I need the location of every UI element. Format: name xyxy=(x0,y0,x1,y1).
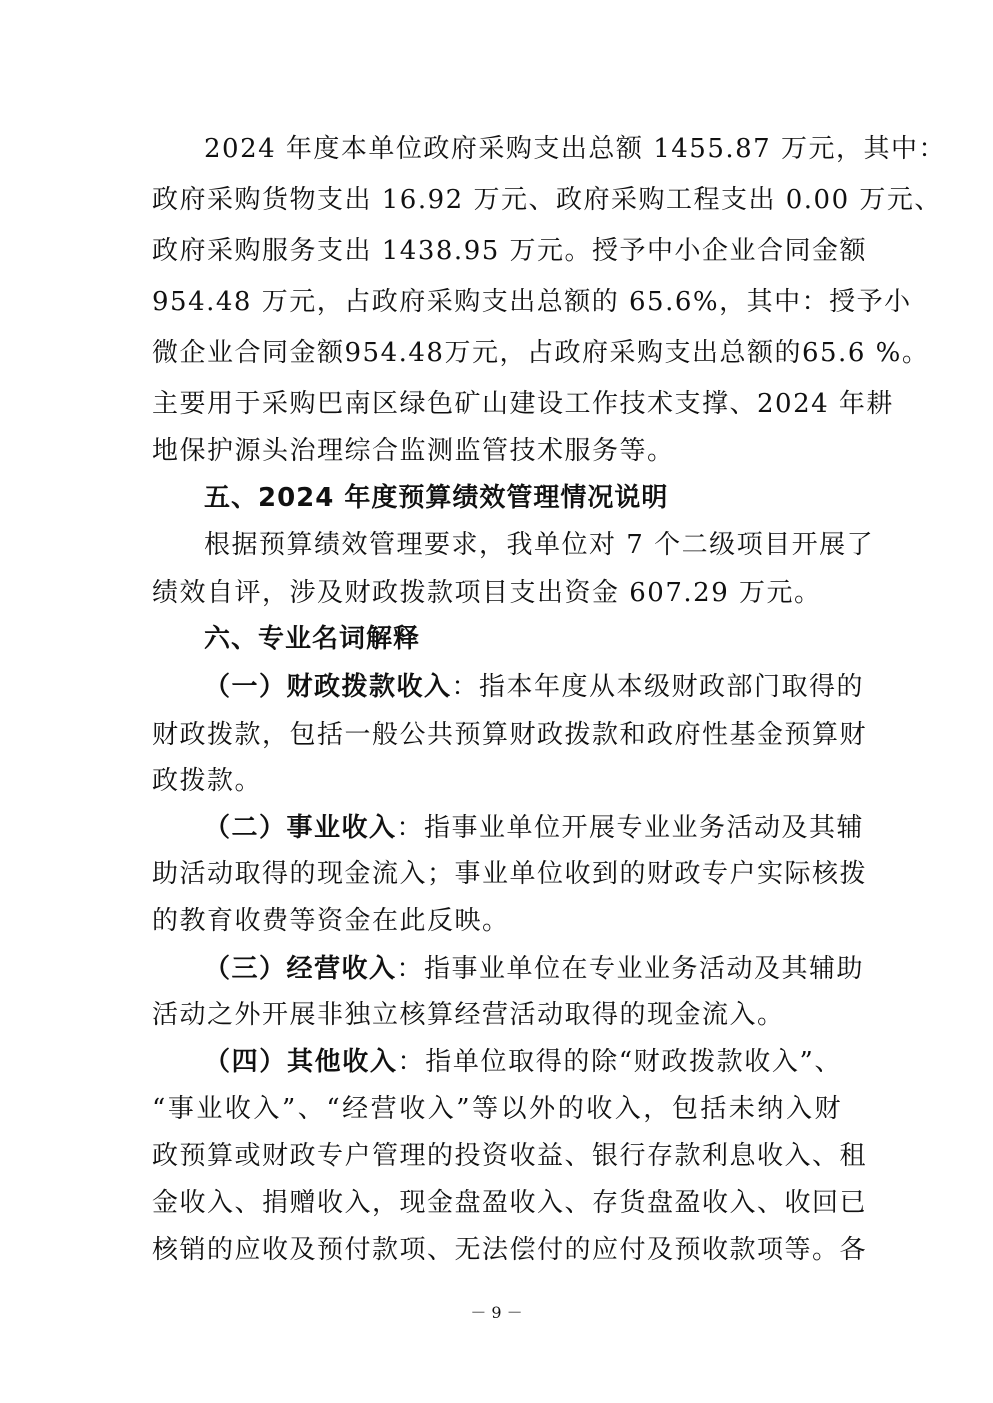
performance-line-1: 根据预算绩效管理要求，我单位对 7 个二级项目开展了 xyxy=(204,530,875,560)
term-4-line-4: 金收入、捐赠收入，现金盘盈收入、存货盘盈收入、收回已 xyxy=(152,1188,868,1218)
procurement-line-1: 2024 年度本单位政府采购支出总额 1455.87 万元，其中： xyxy=(204,134,946,164)
term-4-line-2: “事业收入”、“经营收入”等以外的收入，包括未纳入财 xyxy=(152,1094,842,1124)
term-4-label: （四）其他收入 xyxy=(204,1047,398,1077)
section-6-heading: 六、专业名词解释 xyxy=(204,624,421,654)
term-3-label: （三）经营收入 xyxy=(204,954,397,984)
procurement-line-4: 954.48 万元，占政府采购支出总额的 65.6%，其中：授予小 xyxy=(152,287,912,317)
term-4-line-1 xyxy=(204,1045,842,1079)
term-1-line-2: 财政拨款，包括一般公共预算财政拨款和政府性基金预算财 xyxy=(152,720,868,750)
term-4-line-5: 核销的应收及预付款项、无法偿付的应付及预收款项等。各 xyxy=(152,1235,868,1265)
term-4-text: ：指单位取得的除“财政拨款收入”、 xyxy=(397,1047,842,1077)
performance-line-2: 绩效自评，涉及财政拨款项目支出资金 607.29 万元。 xyxy=(152,578,822,608)
term-3-text: ：指事业单位在专业业务活动及其辅助 xyxy=(396,954,865,984)
term-2-label: （二）事业收入 xyxy=(204,813,397,843)
term-1-line-1 xyxy=(204,670,865,704)
term-4-line-3: 政预算或财政专户管理的投资收益、银行存款利息收入、租 xyxy=(152,1141,868,1171)
term-1-label: （一）财政拨款收入 xyxy=(204,672,452,702)
term-3-line-2: 活动之外开展非独立核算经营活动取得的现金流入。 xyxy=(152,1000,785,1030)
procurement-line-5: 微企业合同金额954.48万元，占政府采购支出总额的65.6 %。 xyxy=(152,338,930,368)
term-2-line-3: 的教育收费等资金在此反映。 xyxy=(152,906,510,936)
procurement-line-2: 政府采购货物支出 16.92 万元、政府采购工程支出 0.00 万元、 xyxy=(152,185,942,215)
term-2-line-1 xyxy=(204,811,865,845)
procurement-line-6: 主要用于采购巴南区绿色矿山建设工作技术支撑、2024 年耕 xyxy=(152,389,894,419)
procurement-line-3: 政府采购服务支出 1438.95 万元。授予中小企业合同金额 xyxy=(152,236,868,266)
term-1-line-3: 政拨款。 xyxy=(152,766,263,796)
section-5-heading: 五、2024 年度预算绩效管理情况说明 xyxy=(204,483,669,513)
term-1-text: ：指本年度从本级财政部门取得的 xyxy=(451,672,865,702)
term-3-line-1 xyxy=(204,952,865,986)
page-number: － 9 － xyxy=(470,1303,523,1322)
procurement-line-7: 地保护源头治理综合监测监管技术服务等。 xyxy=(152,436,675,466)
term-2-text: ：指事业单位开展专业业务活动及其辅 xyxy=(396,813,865,843)
term-2-line-2: 助活动取得的现金流入；事业单位收到的财政专户实际核拨 xyxy=(152,859,868,889)
